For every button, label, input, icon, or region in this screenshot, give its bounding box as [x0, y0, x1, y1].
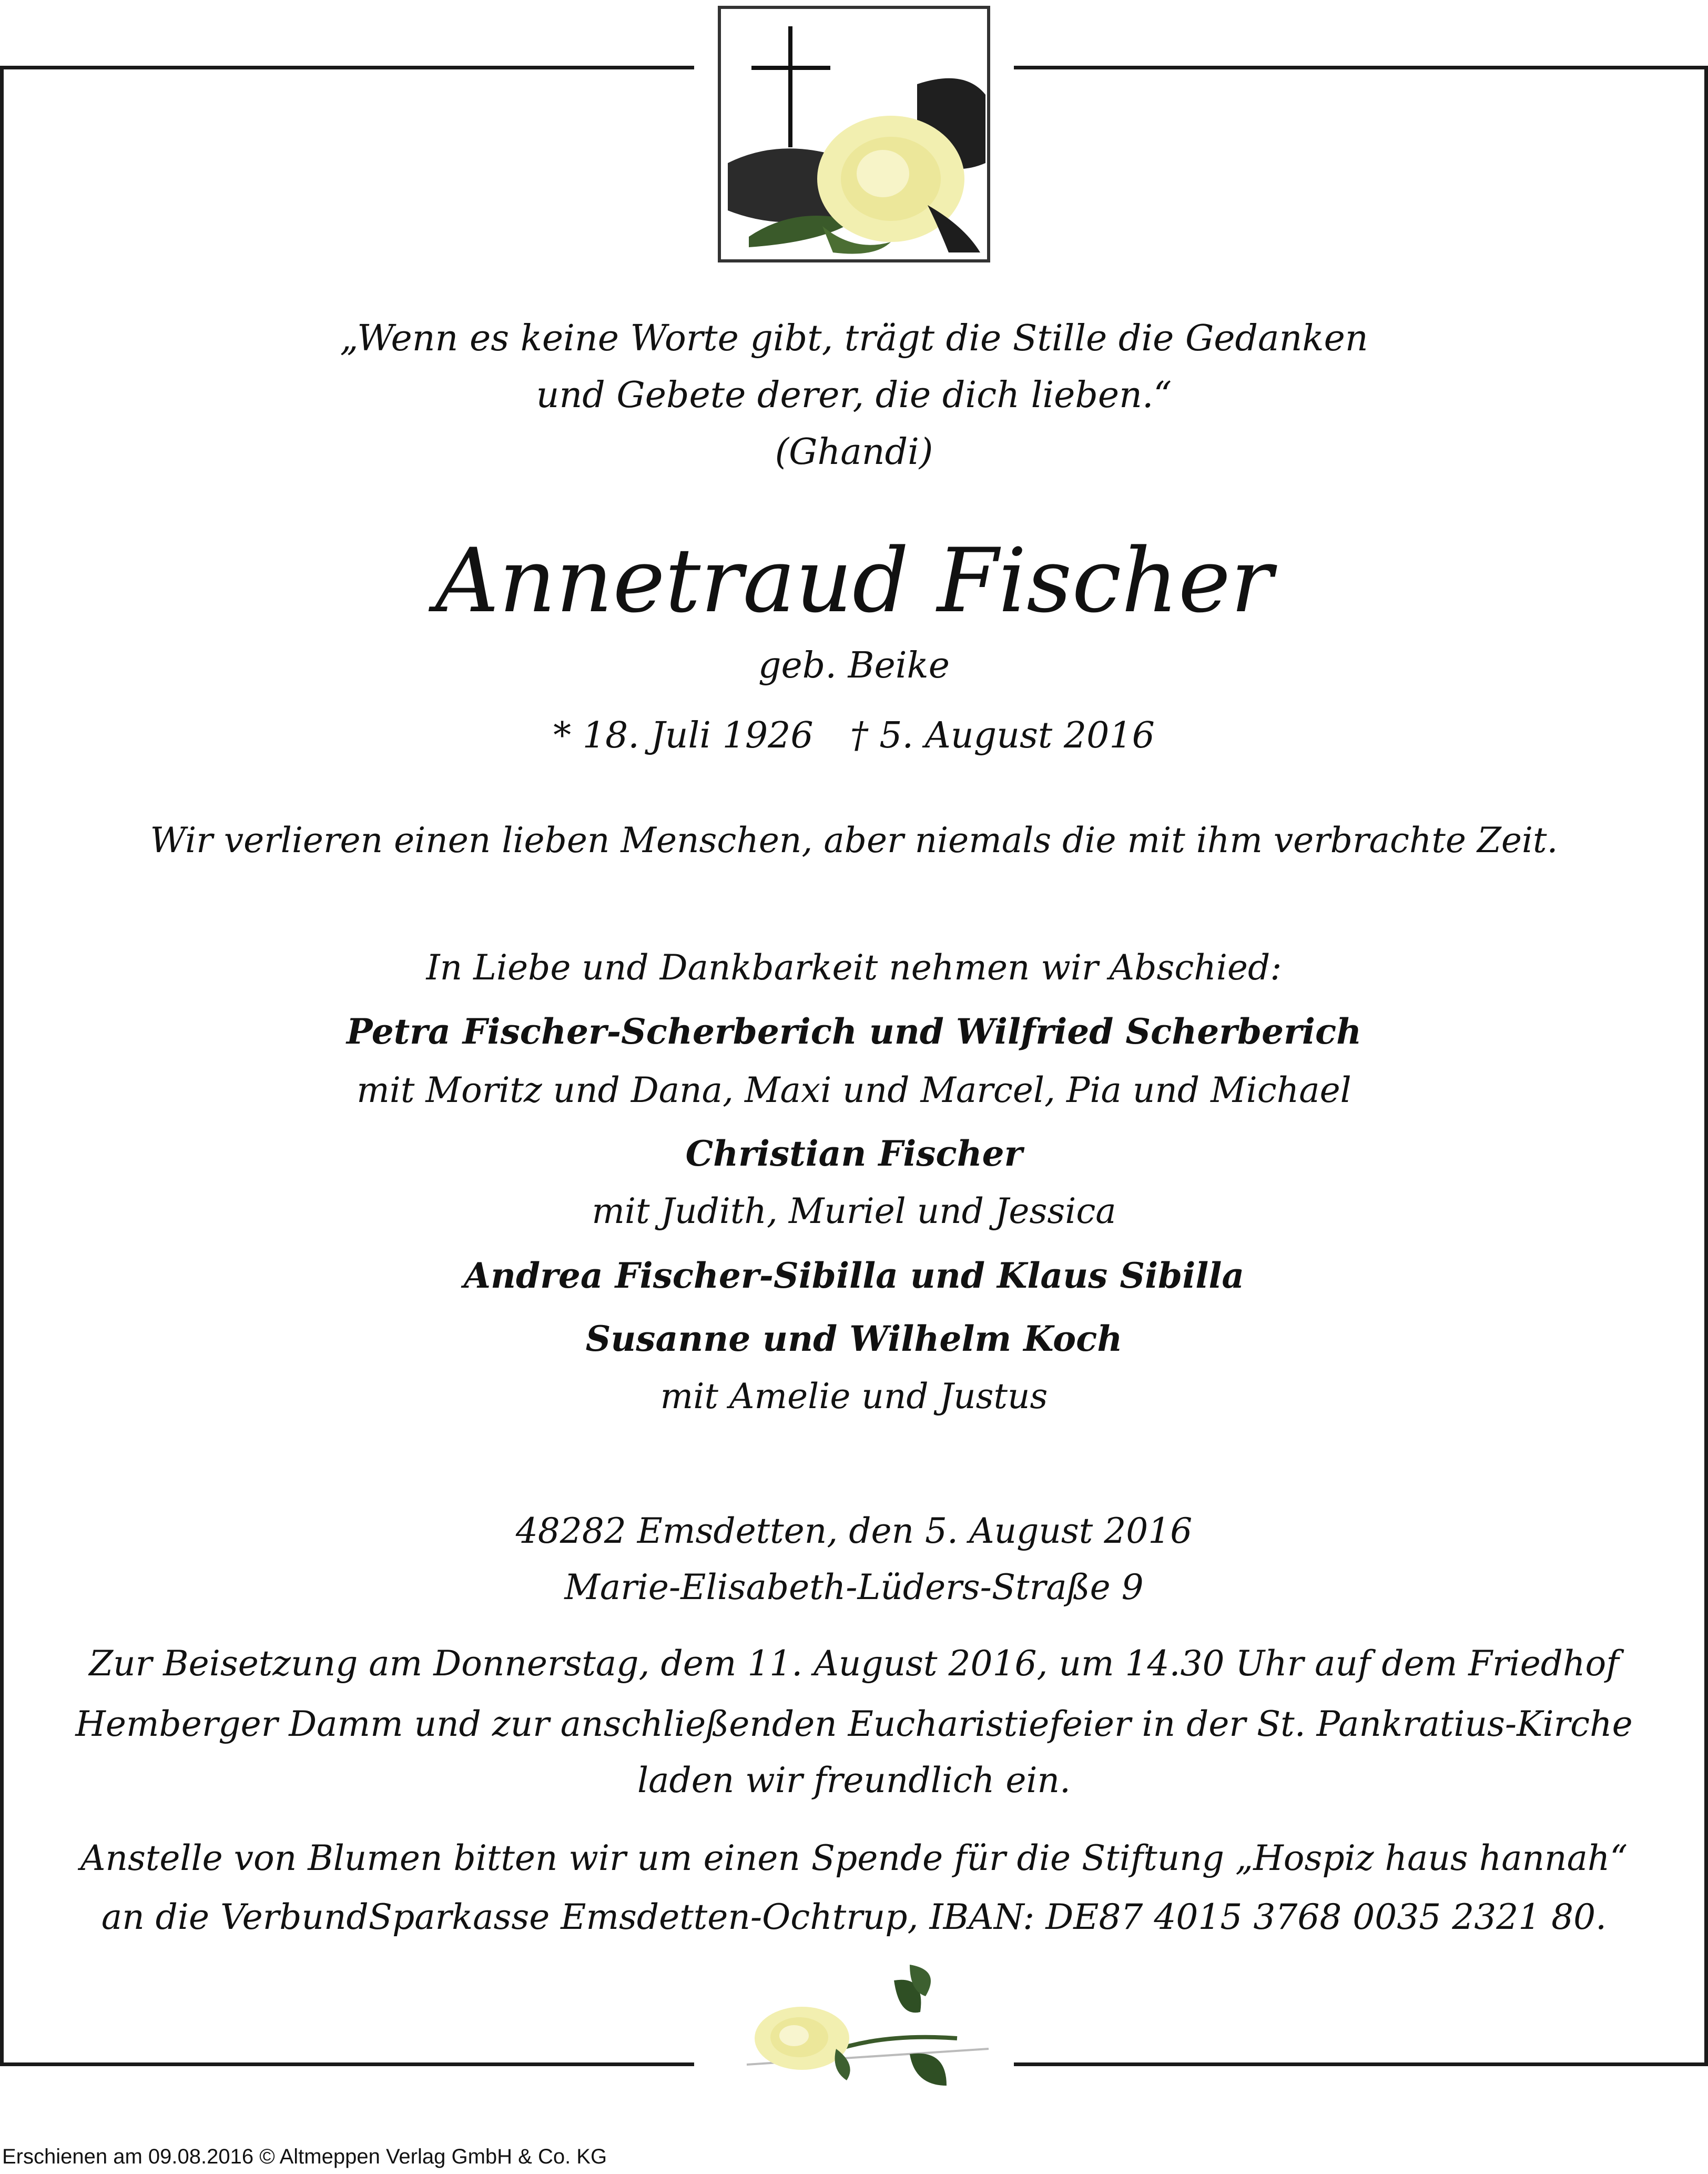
quote-line-1: „Wenn es keine Worte gibt, trägt die Stille die Gedanken [340, 318, 1368, 359]
mourner-names: Petra Fischer-Scherberich und Wilfried Scherberich [346, 1011, 1362, 1052]
burial-line-1: Zur Beisetzung am Donnerstag, dem 11. August 2016, um 14.30 Uhr auf dem Friedhof [89, 1643, 1619, 1684]
death-date: † 5. August 2016 [850, 715, 1155, 756]
publication-footer: Erschienen am 09.08.2016 © Altmeppen Verlag GmbH & Co. KG [2, 2145, 607, 2168]
border-top-left [0, 66, 694, 69]
address: Marie-Elisabeth-Lüders-Straße 9 [564, 1567, 1144, 1607]
farewell-intro: In Liebe und Dankbarkeit nehmen wir Abschied: [426, 947, 1282, 988]
mourner-with: mit Amelie und Justus [660, 1376, 1048, 1417]
quote-line-2: und Gebete derer, die dich lieben.“ [536, 375, 1172, 416]
border-top-right [1014, 66, 1708, 69]
cross-and-rose-icon [717, 5, 991, 263]
donation-line-2: an die VerbundSparkasse Emsdetten-Ochtrup, IBAN: DE87 4015 3768 0035 2321 80. [101, 1897, 1607, 1937]
mourner-names: Andrea Fischer-Sibilla und Klaus Sibilla [463, 1255, 1245, 1296]
deceased-name: Annetraud Fischer [435, 529, 1273, 632]
border-bottom-right [1014, 2062, 1708, 2066]
burial-line-3: laden wir freundlich ein. [637, 1760, 1071, 1801]
maiden-name: geb. Beike [758, 645, 950, 686]
burial-line-2: Hemberger Damm und zur anschließenden Eucharistiefeier in der St. Pankratius-Kirche [75, 1704, 1633, 1744]
donation-line-1: Anstelle von Blumen bitten wir um einen Spende für die Stiftung „Hospiz haus hannah“ [80, 1838, 1628, 1878]
mourner-names: Susanne und Wilhelm Koch [585, 1318, 1123, 1359]
rose-icon [736, 1959, 999, 2096]
birth-date: * 18. Juli 1926 [553, 715, 814, 756]
mourner-names: Christian Fischer [685, 1133, 1023, 1174]
place-date: 48282 Emsdetten, den 5. August 2016 [515, 1511, 1193, 1551]
life-dates [0, 715, 1708, 756]
mourner-with: mit Moritz und Dana, Maxi und Marcel, Pia und Michael [357, 1070, 1351, 1110]
mourner-with: mit Judith, Muriel und Jessica [592, 1191, 1116, 1231]
motto: Wir verlieren einen lieben Menschen, aber niemals die mit ihm verbrachte Zeit. [150, 820, 1558, 861]
quote-author: (Ghandi) [775, 431, 933, 473]
border-bottom-left [0, 2062, 694, 2066]
